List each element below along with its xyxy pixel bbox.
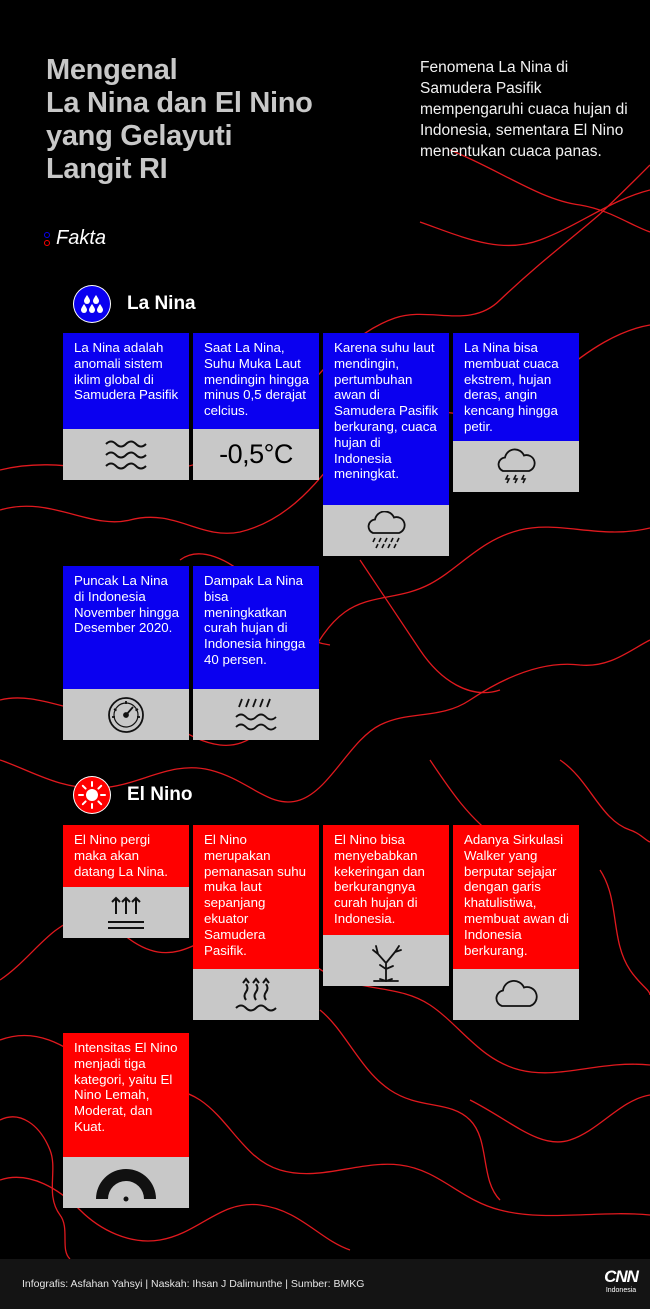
la-nina-card (193, 333, 319, 480)
dry-tree-icon (323, 935, 449, 986)
rainfall-icon (193, 689, 319, 740)
la-nina-card (453, 333, 579, 492)
logo-main-text: CNN (604, 1267, 638, 1286)
title-line: yang Gelayuti (46, 120, 233, 152)
la-nina-card (63, 333, 189, 480)
meter-icon (63, 1157, 189, 1208)
page-title (46, 54, 386, 186)
heat-icon (63, 887, 189, 938)
title-line: Mengenal (46, 54, 178, 86)
title-line: La Nina dan El Nino (46, 87, 313, 119)
gauge-icon (63, 689, 189, 740)
el-nino-card (63, 1033, 189, 1208)
fakta-label: Fakta (56, 227, 107, 249)
logo-sub-text: Indonesia (605, 1287, 637, 1294)
raindrops-icon (73, 285, 111, 323)
card-text: Puncak La Nina di Indonesia November hingga Desember 2020. (63, 566, 189, 689)
la-nina-card (323, 333, 449, 556)
la-nina-header (73, 285, 196, 323)
el-nino-header (73, 776, 192, 814)
card-text: Saat La Nina, Suhu Muka Laut mendingin hingga minus 0,5 derajat celcius. (193, 333, 319, 429)
el-nino-card (453, 825, 579, 1020)
fakta-dots-icon (44, 232, 50, 246)
fakta-tag (44, 227, 106, 250)
el-nino-card (63, 825, 189, 938)
la-nina-title: La Nina (127, 293, 196, 314)
el-nino-title: El Nino (127, 784, 193, 805)
card-text: Karena suhu laut mendingin, pertumbuhan awan di Samudera Pasifik berkurang, cuaca hujan di Indonesia meningkat. (323, 333, 449, 505)
footer (0, 1259, 650, 1309)
cnn-indonesia-logo (601, 1268, 641, 1300)
card-text: La Nina adalah anomali sistem iklim global di Samudera Pasifik (63, 333, 189, 429)
la-nina-card (63, 566, 189, 740)
sun-icon (73, 776, 111, 814)
cloud-icon (453, 969, 579, 1020)
waves-icon (63, 429, 189, 480)
temperature-value-text: -0,5°C (219, 439, 293, 469)
card-text: La Nina bisa membuat cuaca ekstrem, hujan deras, angin kencang hingga petir. (453, 333, 579, 441)
card-text: Adanya Sirkulasi Walker yang berputar sejajar dengan garis khatulistiwa, membuat awan di Indonesia berkurang. (453, 825, 579, 969)
el-nino-card (323, 825, 449, 986)
storm-cloud-icon (453, 441, 579, 492)
card-text: Dampak La Nina bisa meningkatkan curah hujan di Indonesia hingga 40 persen. (193, 566, 319, 689)
rain-cloud-icon (323, 505, 449, 556)
card-text: El Nino bisa menyebabkan kekeringan dan berkurangnya curah hujan di Indonesia. (323, 825, 449, 935)
el-nino-card (193, 825, 319, 1020)
card-text: Intensitas El Nino menjadi tiga kategori, yaitu El Nino Lemah, Moderat, dan Kuat. (63, 1033, 189, 1157)
card-text: El Nino pergi maka akan datang La Nina. (63, 825, 189, 887)
sea-heat-icon (193, 969, 319, 1020)
intro-text: Fenomena La Nina di Samudera Pasifik mempengaruhi cuaca hujan di Indonesia, sementara El Nino menentukan cuaca panas. (420, 59, 628, 160)
card-text: El Nino merupakan pemanasan suhu muka laut sepanjang ekuator Samudera Pasifik. (193, 825, 319, 969)
la-nina-card (193, 566, 319, 740)
title-line: Langit RI (46, 153, 168, 185)
credit-text: Infografis: Asfahan Yahsyi | Naskah: Ihsan J Dalimunthe | Sumber: BMKG (22, 1278, 365, 1290)
temperature-value (193, 429, 319, 480)
